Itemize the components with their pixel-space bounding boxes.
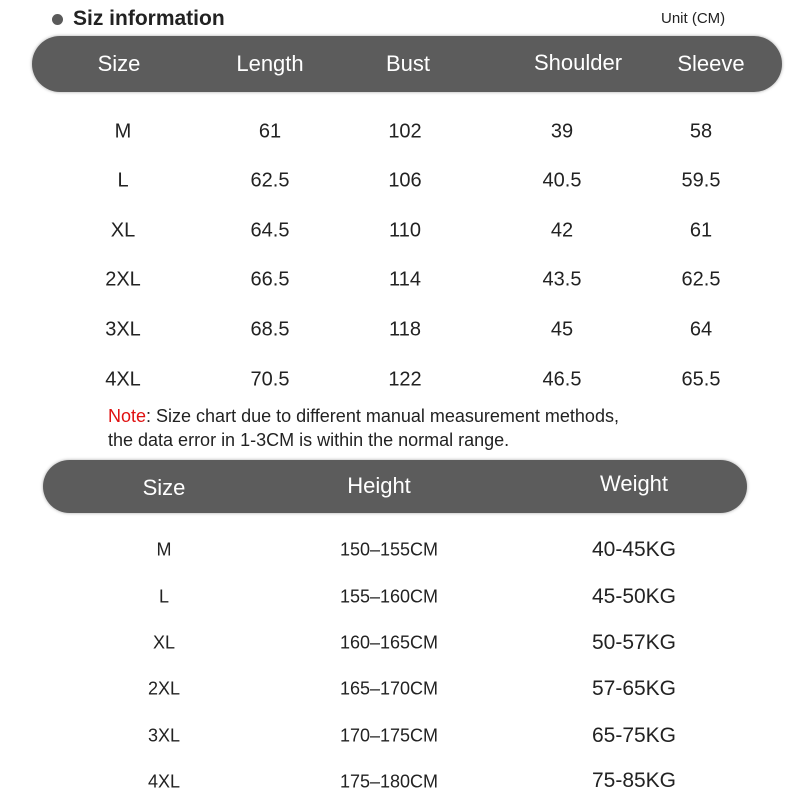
- header-length: Length: [236, 51, 304, 76]
- table-cell: 114: [389, 268, 421, 291]
- header-bust: Bust: [385, 51, 431, 76]
- table-cell: 150–155CM: [339, 539, 439, 560]
- table-cell: 110: [389, 219, 421, 242]
- table-cell: 165–170CM: [339, 678, 439, 699]
- table-cell: 66.5: [250, 268, 290, 291]
- header-sleeve: Sleeve: [677, 51, 745, 76]
- table-cell: 58: [689, 120, 713, 143]
- table-cell: 40-45KG: [591, 538, 677, 561]
- header-size: Size: [142, 475, 186, 500]
- header-height: Height: [347, 473, 411, 498]
- table-cell: 45-50KG: [591, 585, 677, 608]
- table-cell: 160–165CM: [339, 632, 439, 653]
- header-size: Size: [97, 51, 141, 76]
- table-cell: 122: [388, 368, 422, 391]
- table-cell: 61: [689, 219, 713, 242]
- table-cell: 65-75KG: [591, 724, 677, 747]
- table-cell: 46.5: [542, 368, 582, 391]
- table-cell: 62.5: [681, 268, 721, 291]
- fit-table-header: [43, 460, 747, 513]
- table-cell: 118: [389, 318, 421, 341]
- table-cell: 3XL: [105, 318, 141, 341]
- table-cell: 65.5: [681, 368, 721, 391]
- title-row: [52, 4, 225, 34]
- table-cell: 57-65KG: [591, 677, 677, 700]
- table-cell: 4XL: [105, 368, 141, 391]
- table-cell: 62.5: [250, 169, 290, 192]
- table-cell: 2XL: [105, 268, 141, 291]
- header-weight: Weight: [599, 471, 669, 496]
- bullet-icon: [52, 14, 63, 25]
- table-cell: 155–160CM: [339, 586, 439, 607]
- table-cell: 39: [550, 120, 574, 143]
- table-cell: 43.5: [542, 268, 582, 291]
- unit-label: Unit (CM): [661, 10, 726, 27]
- measurement-note: [108, 404, 619, 452]
- table-cell: L: [117, 169, 129, 192]
- table-cell: 4XL: [147, 771, 181, 792]
- table-cell: 40.5: [542, 169, 582, 192]
- table-cell: 59.5: [681, 169, 721, 192]
- table-cell: 102: [388, 120, 422, 143]
- page-title: Siz information: [73, 7, 225, 30]
- table-cell: 3XL: [147, 725, 181, 746]
- table-cell: 64: [689, 318, 713, 341]
- table-cell: XL: [110, 219, 136, 242]
- table-cell: 50-57KG: [591, 631, 677, 654]
- table-cell: M: [156, 539, 172, 560]
- table-cell: 75-85KG: [591, 769, 677, 792]
- header-shoulder: Shoulder: [533, 50, 623, 75]
- table-cell: 70.5: [250, 368, 290, 391]
- table-cell: L: [158, 586, 170, 607]
- note-line-1: : Size chart due to different manual measurement methods,: [146, 406, 619, 426]
- table-cell: M: [114, 120, 132, 143]
- table-cell: 64.5: [250, 219, 290, 242]
- table-cell: 68.5: [250, 318, 290, 341]
- table-cell: XL: [152, 632, 176, 653]
- table-cell: 61: [258, 120, 282, 143]
- measurement-table-header: [32, 36, 782, 92]
- table-cell: 45: [550, 318, 574, 341]
- table-cell: 2XL: [147, 678, 181, 699]
- note-line-2: the data error in 1-3CM is within the normal range.: [108, 430, 510, 450]
- table-cell: 175–180CM: [339, 771, 439, 792]
- note-label: Note: [108, 406, 147, 426]
- table-cell: 170–175CM: [339, 725, 439, 746]
- table-cell: 42: [550, 219, 574, 242]
- table-cell: 106: [388, 169, 422, 192]
